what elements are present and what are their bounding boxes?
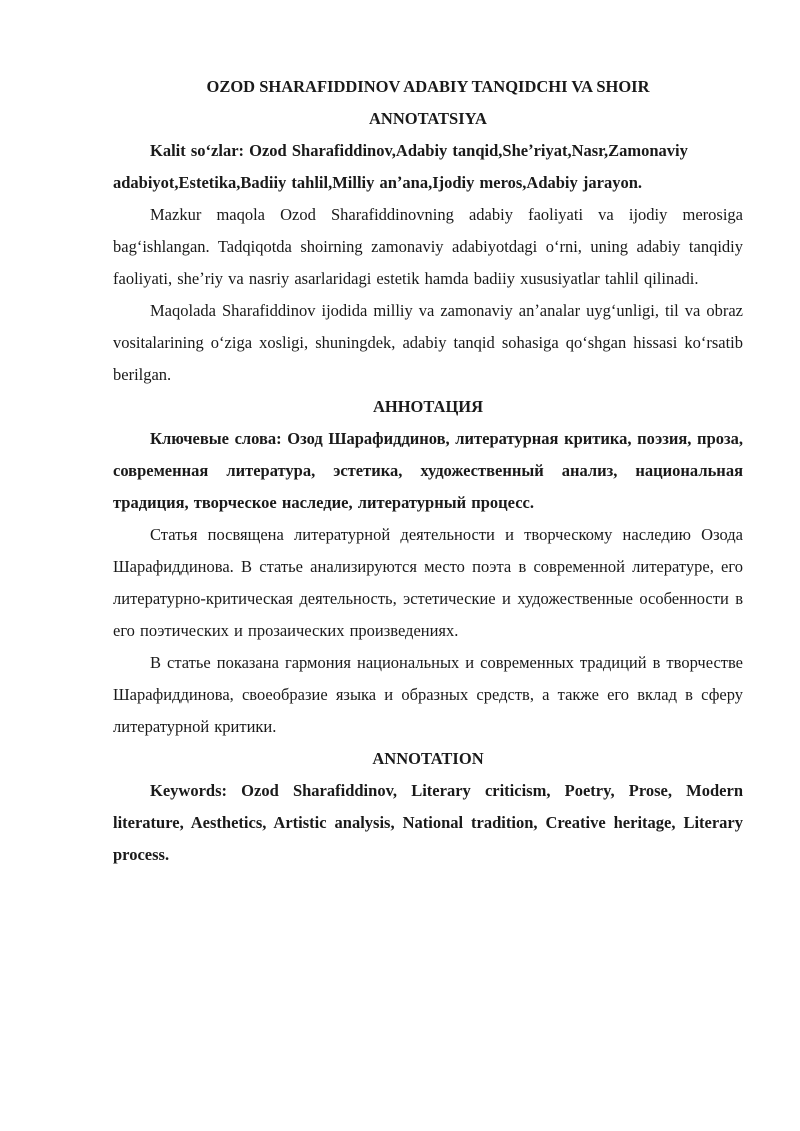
paragraph-uzbek-1: Mazkur maqola Ozod Sharafiddinovning adabiy faoliyati va ijodiy merosiga bagʻishlangan. Tadqiqotda shoirning zamonaviy adabiyotdagi oʻrni, uning adabiy tanqidiy faoliyati, sheʼriy va nasriy asarlaridagi estetik hamda badiiy xususiyatlar tahlil qilinadi.: [113, 205, 743, 288]
page-title: OZOD SHARAFIDDINOV ADABIY TANQIDCHI VA SHOIR: [206, 77, 650, 96]
paragraph-russian-1: Статья посвящена литературной деятельности и творческому наследию Озода Шарафиддинова. В статье анализируются место поэта в современной литературе, его литературно-критическая деятельность, эстетические и художественные особенности в его поэтических и прозаических произведениях.: [113, 525, 743, 640]
keywords-uzbek: Kalit soʻzlar: Ozod Sharafiddinov,Adabiy tanqid,Sheʼriyat,Nasr,Zamonaviy adabiyot,Estetika,Badiiy tahlil,Milliy anʼana,Ijodiy meros,Adabiy jarayon.: [113, 141, 688, 192]
section-heading-annotaciya: АННОТАЦИЯ: [372, 397, 484, 416]
section-heading-annotation: ANNOTATION: [372, 749, 484, 768]
section-uzbek-annotation: [113, 103, 743, 391]
keywords-russian: Ключевые слова: Озод Шарафиддинов, литературная критика, поэзия, проза, современная литература, эстетика, художественный анализ, национальная традиция, творческое наследие, литературный процесс.: [113, 429, 743, 512]
section-english-annotation: [113, 743, 743, 871]
paragraph-russian-2: В статье показана гармония национальных и современных традиций в творчестве Шарафиддинова, своеобразие языка и образных средств, а также его вклад в сферу литературной критики.: [113, 653, 743, 736]
keywords-english: Keywords: Ozod Sharafiddinov, Literary criticism, Poetry, Prose, Modern literature, Aesthetics, Artistic analysis, National tradition, Creative heritage, Literary process.: [113, 781, 743, 864]
section-russian-annotation: [113, 391, 743, 743]
section-heading-annotatsiya: ANNOTATSIYA: [369, 109, 487, 128]
paragraph-uzbek-2: Maqolada Sharafiddinov ijodida milliy va zamonaviy anʼanalar uygʻunligi, til va obraz vositalarining oʻziga xosligi, shuningdek, adabiy tanqid sohasiga qoʻshgan hissasi koʻrsatib berilgan.: [113, 301, 743, 384]
